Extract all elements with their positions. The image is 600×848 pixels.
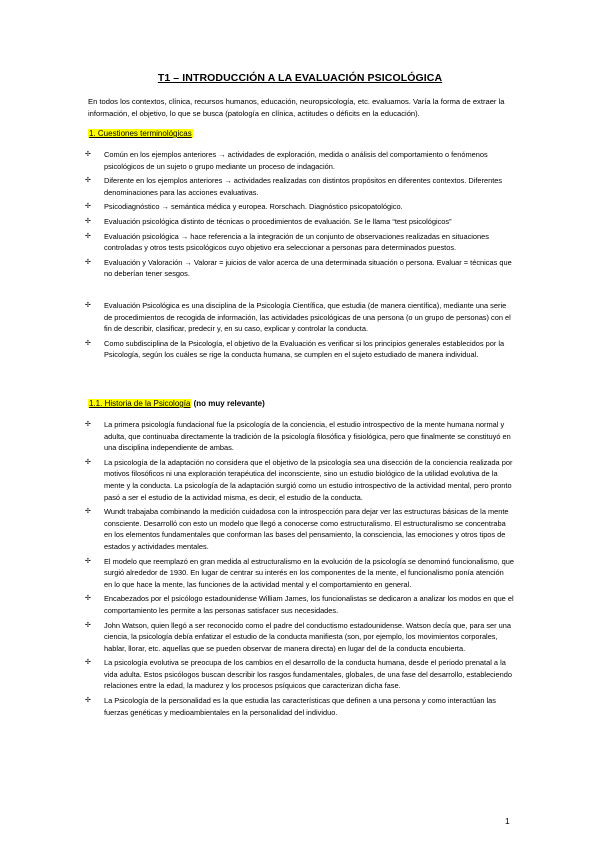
list-item: ✢ La primera psicología fundacional fue la psicología de la conciencia, el estudio introspectivo de la mente humana normal y adulta, que continuaba directamente la tradición de la psicología filosófica y fisiológica, pero que finalmente se constituyó en una disciplina independiente de ambas. bbox=[85, 420, 511, 453]
list-item: ✢ Evaluación y Valoración → Valorar = juicios de valor acerca de una determinada situación o persona. Evaluar = técnicas que no deberían tener sesgos. bbox=[85, 257, 512, 279]
page-title: T1 – INTRODUCCIÓN A LA EVALUACIÓN PSICOLÓGICA bbox=[157, 72, 443, 84]
list-item: ✢ Evaluación psicológica → hace referencia a la integración de un conjunto de observaciones realizadas en situaciones controladas y otros tests psicológicos cuyo objetivo era seleccionar a personas para determinados puestos. bbox=[85, 231, 489, 253]
star-bullet-icon: ✢ bbox=[85, 659, 91, 667]
star-bullet-icon: ✢ bbox=[85, 151, 91, 158]
list-item: ✢ Evaluación psicológica distinto de técnicas o procedimientos de evaluación. Se le llama “test psicológicos” bbox=[85, 216, 452, 226]
star-bullet-icon: ✢ bbox=[85, 203, 91, 211]
page-number: 1 bbox=[505, 816, 510, 826]
star-bullet-icon: ✢ bbox=[85, 302, 91, 309]
history-list bbox=[0, 419, 600, 721]
list-item: ✢ Wundt trabajaba combinando la medición cuidadosa con la introspección para dejar ver las estructuras básicas de la mente consciente. Desarrolló con esto un modelo que llegó a conocerse como estructuralismo. El estructuralismo se concentraba en los elementos fundamentales que conforman las bases del pensamiento, la consciencia, las emociones y otros tipos de estados y actividades mentales. bbox=[85, 507, 509, 551]
star-bullet-icon: ✢ bbox=[85, 458, 91, 466]
star-bullet-icon: ✢ bbox=[85, 557, 91, 565]
list-item: ✢ La psicología evolutiva se preocupa de los cambios en el desarrollo de la conducta humana, desde el periodo prenatal a la vida adulta. Estos psicólogos buscan describir los rasgos fundamentales, globales, de una fase del desarrollo, estableciendo relaciones entre la edad, la madurez y los procesos psíquicos que caracterizan dicha fase. bbox=[85, 658, 512, 691]
list-item: ✢ La psicología de la adaptación no considera que el objetivo de la psicología sea una disección de la conciencia realizada por motivos filosóficos ni una exploración terapéutica del inconsciente, sino un estudio biológico de la utilidad evolutiva de la mente y la conducta. La psicología de la adaptación surgió como un estudio introspectivo de la actividad mental, pero pronto pasó a ser el estudio de la actividad misma, es decir, el estudio de la conducta. bbox=[85, 457, 513, 502]
list-item: ✢ La Psicología de la personalidad es la que estudia las características que definen a una persona y como interactúan las fuerzas genéticas y medioambientales en la personalidad del individuo. bbox=[85, 696, 496, 717]
star-bullet-icon: ✢ bbox=[85, 421, 91, 428]
list-item: ✢ Diferente en los ejemplos anteriores → actividades realizadas con distintos propósitos en diferentes contextos. Diferentes denominaciones para las acciones evaluativas. bbox=[85, 176, 503, 197]
list-item: ✢ Encabezados por el psicólogo estadounidense William James, los funcionalistas se dedicaron a analizar los modos en que el comportamiento les permite a las personas satisfacer sus necesidades. bbox=[85, 594, 514, 615]
definition-list bbox=[0, 300, 600, 364]
list-item: ✢ John Watson, quien llegó a ser reconocido como el padre del conductismo estadounidense. Watson decía que, para ser una ciencia, la psicología debía enfatizar el estudio de la conducta manifiesta (son, por ejemplo, los movimientos corporales, hablar, llorar, etc. aquellas que se pueden observar de manera directa) en lugar del de la conducta encubierta. bbox=[85, 620, 512, 653]
list-item: ✢ El modelo que reemplazó en gran medida al estructuralismo en la evolución de la psicología se denominó funcionalismo, que surgió alrededor de 1930. En lugar de centrar su interés en los componentes de la mente, el funcionalismo ponía atención en lo que hace la mente, las funciones de la actividad mental y el comportamiento en general. bbox=[85, 556, 515, 589]
star-bullet-icon: ✢ bbox=[85, 508, 91, 516]
intro-paragraph: En todos los contextos, clínica, recursos humanos, educación, neuropsicología, etc. evaluamos. Varía la forma de extraer la información, el objetivo, lo que se busca (patología en clínica, actitudes o déficits en la educación). bbox=[88, 97, 505, 118]
star-bullet-icon: ✢ bbox=[85, 217, 91, 225]
star-bullet-icon: ✢ bbox=[85, 258, 91, 266]
star-bullet-icon: ✢ bbox=[85, 177, 91, 185]
subsection-heading bbox=[88, 398, 265, 409]
terminology-list bbox=[0, 149, 600, 283]
star-bullet-icon: ✢ bbox=[85, 595, 91, 603]
section-heading-text: 1. Cuestiones terminológicas bbox=[89, 129, 192, 138]
subsection-heading-text: 1.1. Historia de la Psicología bbox=[89, 399, 191, 408]
section-heading bbox=[88, 128, 193, 139]
list-item: ✢ Evaluación Psicológica es una disciplina de la Psicología Científica, que estudia (de manera científica), mediante una serie de procedimientos de recogida de información, las actividades psicológicas de una persona (o un grupo de personas) con el fin de describir, clasificar, predecir y, en su caso, explicar y controlar la conducta. bbox=[85, 301, 511, 334]
star-bullet-icon: ✢ bbox=[85, 697, 91, 705]
star-bullet-icon: ✢ bbox=[85, 339, 91, 347]
star-bullet-icon: ✢ bbox=[85, 232, 91, 240]
subsection-note: (no muy relevante) bbox=[193, 399, 265, 408]
list-item: ✢ Psicodiagnóstico → semántica médica y europea. Rorschach. Diagnóstico psicopatológico. bbox=[85, 202, 403, 212]
list-item: ✢ Como subdisciplina de la Psicología, el objetivo de la Evaluación es verificar si los principios generales establecidos por la Psicología, según los cuáles se rige la conducta humana, se cumplen en el sujeto estudiado de manera individual. bbox=[85, 338, 505, 360]
star-bullet-icon: ✢ bbox=[85, 621, 91, 629]
list-item: ✢ Común en los ejemplos anteriores → actividades de exploración, medida o análisis del comportamiento o fenómenos psicológicos de un sujeto o grupo mediante un proceso de indagación. bbox=[85, 150, 488, 171]
